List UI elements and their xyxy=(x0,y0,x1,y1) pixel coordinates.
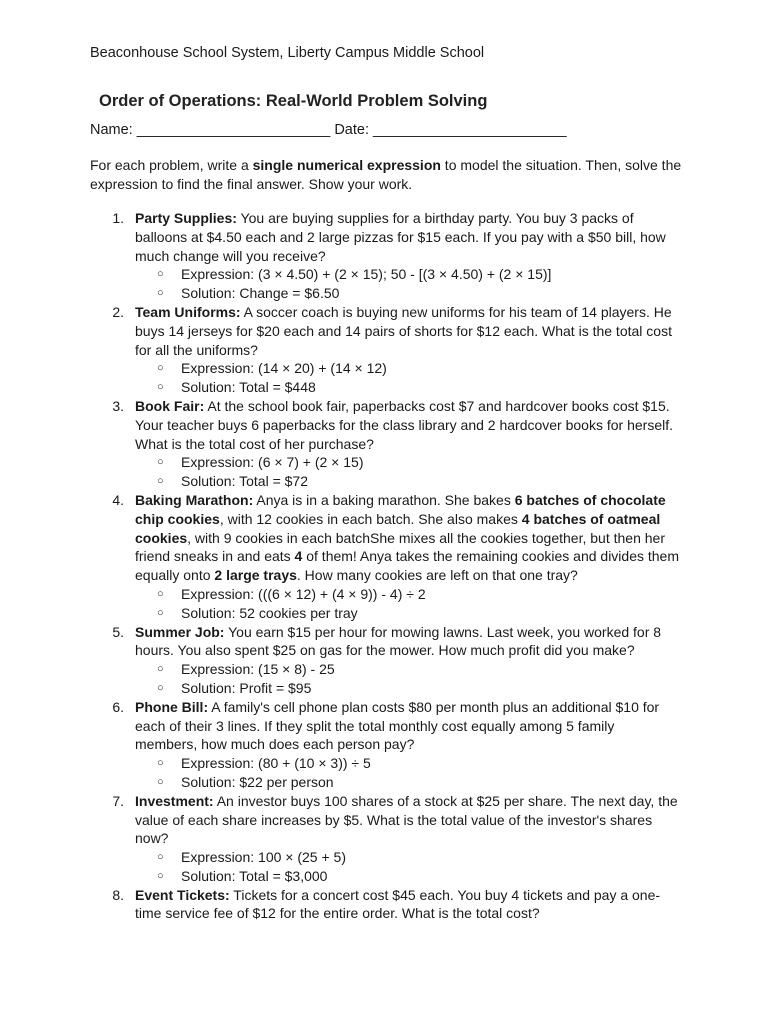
problem-item xyxy=(0,303,768,397)
solution-text: Solution: Total = $448 xyxy=(181,379,316,396)
solution-line xyxy=(157,679,768,698)
solution-line xyxy=(157,472,768,491)
problem-title: Team Uniforms: xyxy=(135,303,241,320)
problem-body: You are buying supplies for a birthday party. You buy 3 packs of balloons at $4.50 each and 2 large pizzas for $15 each. If you pay with a $50 bill, how much change will you receive? xyxy=(135,210,666,264)
problem-body: . How many cookies are left on that one tray? xyxy=(296,567,578,584)
problem-title: Baking Marathon: xyxy=(135,491,254,508)
problem-title: Book Fair: xyxy=(135,397,205,414)
problem-text xyxy=(135,397,680,453)
solution-line xyxy=(157,604,768,623)
problem-item xyxy=(0,623,768,698)
problem-title: Phone Bill: xyxy=(135,698,209,715)
problem-emphasis: 2 large trays xyxy=(214,567,297,584)
school-header: Beaconhouse School System, Liberty Campus Middle School xyxy=(90,45,485,61)
circle-bullet-icon: ○ xyxy=(157,475,164,488)
solution-line xyxy=(157,773,768,792)
problem-text xyxy=(135,303,680,359)
instructions-emphasis: single numerical expression xyxy=(252,157,441,173)
problem-item xyxy=(0,209,768,303)
circle-bullet-icon: ○ xyxy=(157,606,164,619)
problem-body: , with 9 cookies in each batchShe mixes all the cookies together, but then her friend sneaks in and eats xyxy=(135,529,665,565)
problem-emphasis: 4 xyxy=(294,548,303,565)
problem-body: Anya is in a baking marathon. She bakes xyxy=(253,491,515,508)
problem-item xyxy=(0,491,768,623)
problem-list xyxy=(0,209,768,923)
solution-text: Solution: Profit = $95 xyxy=(181,679,312,696)
expression-line xyxy=(157,754,768,773)
problem-number: 5. xyxy=(112,623,124,640)
expression-text: Expression: (((6 × 12) + (4 × 9)) - 4) ÷ 2 xyxy=(181,585,426,602)
worksheet-title: Order of Operations: Real-World Problem Solving xyxy=(99,92,488,110)
problem-item xyxy=(0,698,768,792)
expression-text: Expression: (15 × 8) - 25 xyxy=(181,661,335,678)
solution-line xyxy=(157,867,768,886)
circle-bullet-icon: ○ xyxy=(157,681,164,694)
problem-number: 3. xyxy=(112,397,124,414)
expression-line xyxy=(157,359,768,378)
instructions-text: to model the situation. Then, solve the expression to find the final answer. Show your work. xyxy=(90,157,682,192)
problem-text xyxy=(135,698,680,754)
date-label: Date: xyxy=(334,122,369,138)
problem-number: 8. xyxy=(112,886,124,903)
expression-text: Expression: (14 × 20) + (14 × 12) xyxy=(181,360,387,377)
problem-text xyxy=(135,792,680,848)
expression-line xyxy=(157,265,768,284)
circle-bullet-icon: ○ xyxy=(157,362,164,375)
problem-number: 4. xyxy=(112,491,124,508)
problem-text xyxy=(135,623,680,661)
circle-bullet-icon: ○ xyxy=(157,757,164,770)
problem-body: of them! Anya takes the remaining cookies and divides them equally onto xyxy=(135,548,679,584)
problem-title: Party Supplies: xyxy=(135,210,237,226)
circle-bullet-icon: ○ xyxy=(157,587,164,600)
solution-text: Solution: Total = $3,000 xyxy=(181,867,328,884)
problem-body: A family's cell phone plan costs $80 per month plus an additional $10 for each of their 3 lines. If they split the total monthly cost equally among 5 family members, how much does each person pay? xyxy=(135,698,660,753)
expression-line xyxy=(157,848,768,867)
problem-number: 6. xyxy=(112,698,124,715)
circle-bullet-icon: ○ xyxy=(157,381,164,394)
problem-number: 7. xyxy=(112,792,124,809)
name-label: Name: xyxy=(90,122,133,138)
name-date-line xyxy=(90,122,567,138)
name-blank: ________________________ xyxy=(136,122,331,138)
circle-bullet-icon: ○ xyxy=(157,287,164,300)
solution-line xyxy=(157,378,768,397)
expression-line xyxy=(157,660,768,679)
problem-title: Summer Job: xyxy=(135,623,225,640)
solution-line xyxy=(157,284,768,303)
problem-body: At the school book fair, paperbacks cost $7 and hardcover books cost $15. Your teacher buys 6 paperbacks for the class library and 2 hardcover books for herself. What is the total cost of her purchase? xyxy=(135,397,673,452)
circle-bullet-icon: ○ xyxy=(157,268,164,281)
problem-item xyxy=(0,397,768,491)
solution-text: Solution: $22 per person xyxy=(181,773,334,790)
problem-body: An investor buys 100 shares of a stock at $25 per share. The next day, the value of each share increases by $5. What is the total value of the investor's shares now? xyxy=(135,792,678,847)
problem-emphasis: 4 batches of oatmeal cookies xyxy=(135,510,661,546)
problem-body: A soccer coach is buying new uniforms for his team of 14 players. He buys 14 jerseys for $20 each and 14 pairs of shorts for $12 each. What is the total cost for all the uniforms? xyxy=(135,303,672,358)
solution-text: Solution: 52 cookies per tray xyxy=(181,604,358,621)
problem-text xyxy=(135,886,680,924)
problem-title: Investment: xyxy=(135,792,214,809)
circle-bullet-icon: ○ xyxy=(157,775,164,788)
expression-text: Expression: (6 × 7) + (2 × 15) xyxy=(181,454,364,471)
circle-bullet-icon: ○ xyxy=(157,663,164,676)
problem-text xyxy=(135,209,680,265)
problem-item xyxy=(0,792,768,886)
expression-line xyxy=(157,453,768,472)
expression-text: Expression: (80 + (10 × 3)) ÷ 5 xyxy=(181,755,371,772)
problem-body: , with 12 cookies in each batch. She also makes xyxy=(219,510,522,527)
instructions-text: For each problem, write a xyxy=(90,157,253,173)
expression-text: Expression: 100 × (25 + 5) xyxy=(181,849,346,866)
circle-bullet-icon: ○ xyxy=(157,869,164,882)
solution-text: Solution: Total = $72 xyxy=(181,473,309,490)
date-blank: ________________________ xyxy=(373,122,567,138)
solution-text: Solution: Change = $6.50 xyxy=(181,285,340,302)
expression-text: Expression: (3 × 4.50) + (2 × 15); 50 - [(3 × 4.50) + (2 × 15)] xyxy=(181,266,552,283)
circle-bullet-icon: ○ xyxy=(157,851,164,864)
problem-body: You earn $15 per hour for mowing lawns. Last week, you worked for 8 hours. You also spent $25 on gas for the mower. How much profit did you make? xyxy=(135,623,662,659)
problem-body: Tickets for a concert cost $45 each. You buy 4 tickets and pay a one-time service fee of $12 for the entire order. What is the total cost? xyxy=(135,886,661,922)
instructions xyxy=(90,156,690,194)
problem-number: 2. xyxy=(112,303,124,320)
circle-bullet-icon: ○ xyxy=(157,456,164,469)
problem-item xyxy=(0,886,768,924)
problem-number: 1. xyxy=(112,210,124,226)
problem-text xyxy=(135,491,680,585)
expression-line xyxy=(157,585,768,604)
problem-title: Event Tickets: xyxy=(135,886,230,903)
problem-emphasis: 6 batches of chocolate chip cookies xyxy=(135,491,666,527)
